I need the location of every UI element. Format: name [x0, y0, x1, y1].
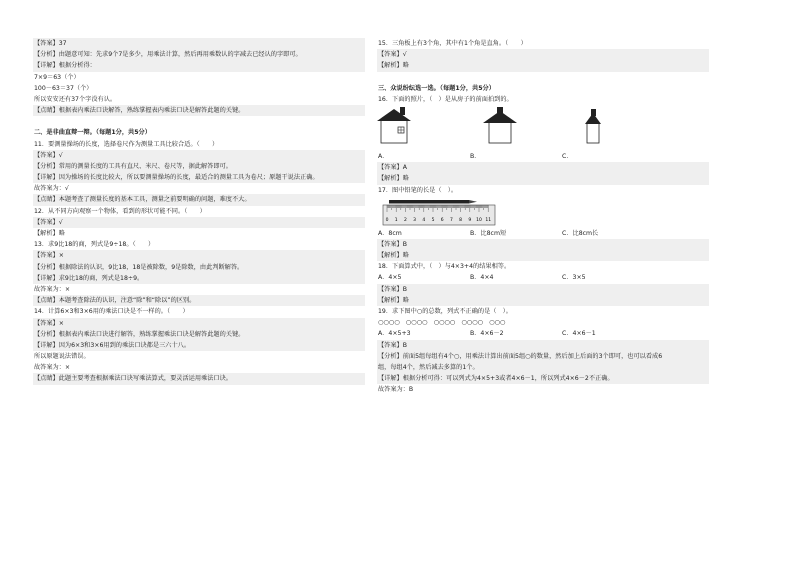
text-line: 【点睛】根据表内乘法口诀解答，熟练掌握表内乘法口诀是解答此题的关键。	[33, 105, 365, 116]
option-b: B．	[470, 152, 481, 160]
analysis-17: 【解析】略	[377, 250, 709, 261]
text-line: 12．从不同方向观察一个物体，看到的形状可能不同。（ ）	[34, 207, 206, 215]
text-line: 【分析】根据表内乘法口诀进行解答，熟练掌握乘法口诀是解答此题的关键。	[33, 329, 365, 340]
spacer	[33, 116, 365, 127]
ruler-tick-label: 10	[476, 217, 482, 223]
conclusion-19: 故答案为：B	[378, 386, 414, 394]
text-line: 【详解】因为6×3和3×6用到的乘法口诀都是三六十八。	[33, 340, 365, 351]
text-line: 7×9＝63（个）	[34, 73, 80, 81]
options-18	[377, 272, 709, 283]
text-line: 【答案】√	[33, 150, 365, 161]
text-line: 【点睛】本题考查了测量长度的基本工具，测量之前要明确的问题，难度不大。	[33, 194, 365, 205]
answer-16: 【答案】A	[377, 162, 709, 173]
question-19: 19．求下图中○的总数，列式不正确的是（ ）。	[378, 308, 512, 315]
ruler-tick-label: 7	[449, 217, 453, 223]
options-19	[377, 328, 709, 339]
text-line: 【分析】常用的测量长度的工具有直尺、米尺、卷尺等，据此解答即可。	[33, 161, 365, 172]
analysis-18: 【解析】略	[377, 295, 709, 306]
house-photos	[377, 105, 709, 151]
text-line: 11．要测量操场的长度，选择卷尺作为测量工具比较合适。（ ）	[34, 140, 219, 148]
text-line: 【解析】略	[34, 230, 65, 237]
ruler-tick-label: 4	[422, 217, 426, 223]
house-back-view-icon	[483, 107, 517, 143]
question-15: 15．三角板上有3个角，其中有1个角是直角。（ ）	[378, 40, 527, 47]
ruler-tick-label: 2	[403, 217, 407, 223]
text-line: 【分析】由题意可知：先求9个7是多少，用乘法计算，然后再用乘数认的字减去已经认的字即可。	[33, 49, 365, 60]
text-line: 100－63＝37（个）	[34, 84, 93, 92]
analysis-15: 【解析】略	[377, 60, 709, 71]
text-line: 所以安安还有37个字没有认。	[34, 95, 117, 103]
option-a: A．4×5+3	[378, 330, 411, 338]
house-front-view-icon	[377, 107, 411, 143]
house-views-figure	[377, 105, 709, 151]
text-line: 【详解】因为操场的长度比较大，所以要测量操场的长度，最适合的测量工具为卷尺；原题干说法正确。	[33, 172, 365, 183]
question-17: 17．图中铅笔的长是（ ）。	[378, 186, 458, 194]
ruler-with-pencil	[377, 196, 709, 228]
question-16: 16．下面的照片，（ ）是从房子的前面拍到的。	[378, 95, 513, 103]
option-a: A．4×5	[378, 274, 402, 282]
ruler-tick-label: 8	[459, 217, 463, 223]
text-line: 故答案为：×	[34, 364, 71, 372]
house-side-view-icon	[585, 109, 601, 143]
ruler-tick-label: 9	[468, 217, 472, 223]
text-line: 【分析】根据除法的认识，9比18，18是被除数，9是除数，由此判断解答。	[33, 262, 365, 273]
option-c: C．4×6－1	[562, 330, 596, 338]
text-line: 所以原题说法错误。	[34, 353, 90, 361]
text-line: 【答案】37	[33, 38, 365, 49]
section-3-heading: 三、众说纷纭选一选。（每题1分，共5分）	[378, 84, 495, 92]
ruler-tick-label: 6	[440, 217, 444, 223]
option-a: A．8cm	[378, 229, 402, 237]
option-c: C．	[562, 152, 573, 160]
answer-19: 【答案】B	[377, 340, 709, 351]
text-line: 【答案】×	[33, 250, 365, 261]
option-a: A．	[378, 152, 389, 160]
analysis-19-line1: 【分析】前面5组每组有4个○，用乘法计算出前面5组○的数量，然后加上后面的3个即可，也可以看成6	[377, 351, 709, 362]
ruler-tick-label: 3	[413, 217, 417, 223]
text-line: 故答案为：×	[34, 285, 71, 293]
text-line: 【点睛】此题主要考查根据乘法口诀写乘法算式，要灵活运用乘法口诀。	[33, 373, 365, 384]
circle-groups: ○○○○ ○○○○ ○○○○ ○○○○ ○○○	[378, 319, 506, 327]
option-b: B．4×6－2	[470, 330, 504, 338]
text-line: 【详解】求9比18的商，列式是18÷9。	[33, 273, 365, 284]
left-column	[33, 38, 365, 385]
text-line: 13．求9比18的商，列式是9÷18。（ ）	[34, 241, 155, 249]
text-line: 【答案】√	[33, 217, 365, 228]
ruler-tick-label: 11	[485, 217, 492, 223]
ruler-figure	[377, 196, 709, 228]
detail-19: 【详解】根据分析可得：可以列式为4×5+3或者4×6－1，所以列式4×6－2不正确。	[377, 373, 709, 384]
text-line: 【点睛】本题考查除法的认识，注意“除”和“除以”的区别。	[33, 295, 365, 306]
options-17	[377, 228, 709, 239]
answer-15: 【答案】√	[377, 49, 709, 60]
question-18: 18．下面算式中，（ ）与4×3+4的结果相等。	[378, 263, 511, 271]
ruler-tick-label: 5	[431, 217, 435, 223]
answer-18: 【答案】B	[377, 284, 709, 295]
ruler-tick-label: 0	[385, 217, 389, 223]
text-line: 14．计算6×3和3×6用的乘法口诀是不一样的。（ ）	[34, 308, 189, 316]
right-column	[377, 38, 709, 396]
pencil-icon	[389, 200, 477, 204]
text-line: 【答案】×	[33, 318, 365, 329]
option-b: B．比8cm短	[470, 229, 507, 237]
analysis-19-line2: 组，每组4个，然后减去多算的1个。	[377, 362, 709, 373]
analysis-16: 【解析】略	[377, 173, 709, 184]
option-b: B．4×4	[470, 274, 494, 282]
text-line: 【详解】根据分析得：	[33, 60, 365, 71]
ruler-tick-label: 1	[394, 217, 398, 223]
text-line: 故答案为：√	[34, 185, 69, 193]
section-heading: 二、是非曲直辩一辩。（每题1分，共5分）	[34, 129, 151, 137]
answer-17: 【答案】B	[377, 239, 709, 250]
option-c: C．3×5	[562, 274, 586, 282]
options-16	[377, 151, 709, 162]
option-c: C．比8cm长	[562, 229, 599, 237]
